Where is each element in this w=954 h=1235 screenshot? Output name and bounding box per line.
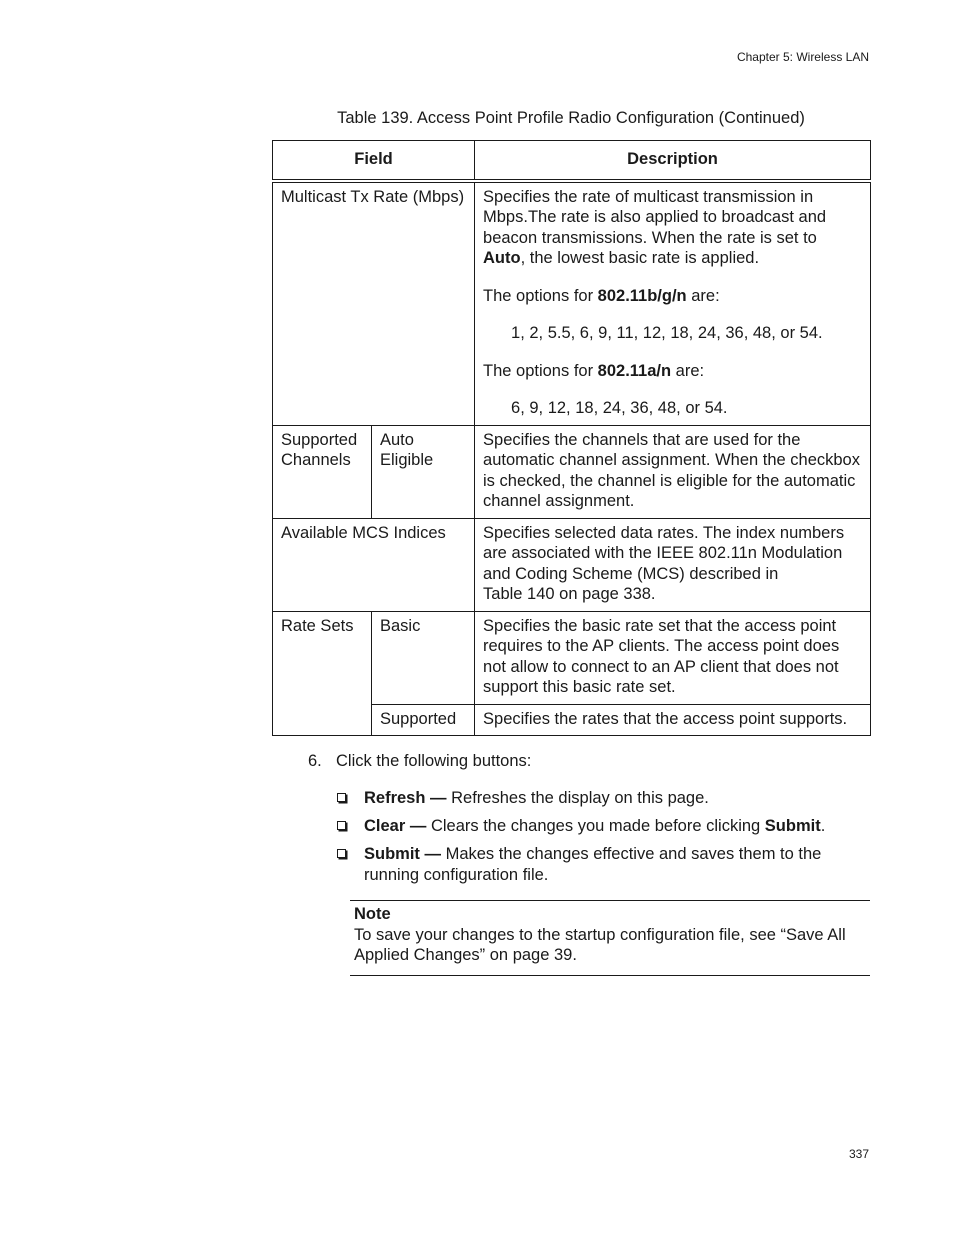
page-number: 337: [848, 1147, 869, 1161]
subfield-cell: Supported: [372, 704, 475, 736]
button-name: Submit —: [364, 845, 441, 863]
step-number: 6.: [308, 752, 322, 770]
list-item: Clear — Clears the changes you made before clicking Submit.: [336, 816, 870, 837]
table-row-rate-sets-basic: [273, 611, 871, 704]
options-bgn-heading: The options for 802.11b/g/n are:: [483, 286, 720, 305]
radio-configuration-table: [272, 140, 871, 736]
description-cell: [475, 181, 871, 426]
options-bgn-values: 1, 2, 5.5, 6, 9, 11, 12, 18, 24, 36, 48, or 54.: [511, 324, 823, 342]
button-name: Clear —: [364, 817, 427, 835]
field-cell: Supported Channels: [273, 425, 372, 518]
table-row-supported-channels: [273, 425, 871, 518]
button-name: Refresh —: [364, 789, 447, 807]
subfield-cell: Auto Eligible: [372, 425, 475, 518]
table-reference-link[interactable]: Table 140 on page 338.: [483, 585, 656, 603]
field-cell: Available MCS Indices: [273, 518, 475, 611]
note-box: [350, 900, 870, 976]
field-cell: Rate Sets: [273, 611, 372, 736]
table-caption: Table 139. Access Point Profile Radio Configuration (Continued): [337, 109, 805, 127]
list-item: Refresh — Refreshes the display on this page.: [336, 788, 870, 809]
field-cell: Multicast Tx Rate (Mbps): [273, 181, 475, 426]
chapter-header: Chapter 5: Wireless LAN: [736, 50, 869, 64]
field-column-header: Field: [273, 141, 475, 181]
button-list: [336, 788, 870, 893]
options-an-heading: The options for 802.11a/n are:: [483, 361, 705, 380]
description-cell: Specifies the rates that the access point supports.: [475, 704, 871, 736]
note-text: To save your changes to the startup configuration file, see “Save All Applied Changes” on page 39.: [354, 925, 846, 964]
table-header-row: [273, 141, 871, 181]
description-cell: Specifies selected data rates. The index numbers are associated with the IEEE 802.11n Modulation and Coding Scheme (MCS) described in Table 140 on page 338.: [475, 518, 871, 611]
table-row-mcs: [273, 518, 871, 611]
step-instruction: [308, 751, 531, 772]
description-paragraph: Specifies the rate of multicast transmission in Mbps.The rate is also applied to broadcast and beacon transmissions. When the rate is set to Auto, the lowest basic rate is applied.: [483, 187, 827, 267]
description-column-header: Description: [475, 141, 871, 181]
description-cell: Specifies the basic rate set that the access point requires to the AP clients. The access point does not allow to connect to an AP client that does not support this basic rate set.: [475, 611, 871, 704]
bullet-box-icon: [337, 849, 346, 858]
note-title: Note: [354, 905, 391, 923]
list-item: Submit — Makes the changes effective and saves them to the running configuration file.: [336, 844, 870, 885]
bullet-box-icon: [337, 821, 346, 830]
bullet-box-icon: [337, 793, 346, 802]
table-row-multicast: [273, 181, 871, 426]
step-text: Click the following buttons:: [336, 752, 532, 770]
subfield-cell: Basic: [372, 611, 475, 704]
description-cell: Specifies the channels that are used for the automatic channel assignment. When the checkbox is checked, the channel is eligible for the automatic channel assignment.: [475, 425, 871, 518]
options-an-values: 6, 9, 12, 18, 24, 36, 48, or 54.: [511, 399, 728, 417]
